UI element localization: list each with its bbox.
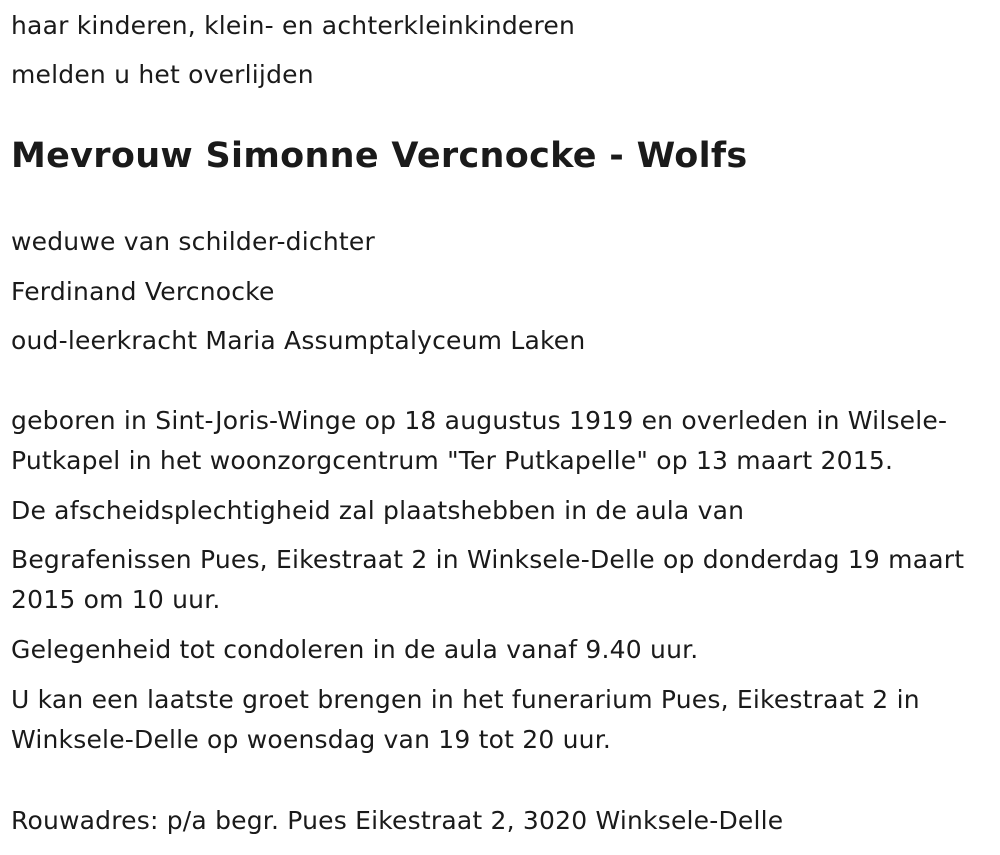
ceremony-line-intro: De afscheidsplechtigheid zal plaatshebben in de aula van xyxy=(11,496,745,525)
relation-line-spouse-name: Ferdinand Vercnocke xyxy=(11,277,275,306)
intro-line-announcement: melden u het overlijden xyxy=(11,60,314,89)
farewell-paragraph: U kan een laatste groet brengen in het funerarium Pues, Eikestraat 2 in Winksele-Delle op woensdag van 19 tot 20 uur. xyxy=(11,685,920,754)
relation-line-widow: weduwe van schilder-dichter xyxy=(11,227,375,256)
birth-death-paragraph: geboren in Sint-Joris-Winge op 18 augustus 1919 en overleden in Wilsele-Putkapel in het woonzorgcentrum "Ter Putkapelle" op 13 maart 2015. xyxy=(11,406,948,475)
deceased-name: Mevrouw Simonne Vercnocke - Wolfs xyxy=(11,136,748,176)
ceremony-paragraph: Begrafenissen Pues, Eikestraat 2 in Winksele-Delle op donderdag 19 maart 2015 om 10 uur. xyxy=(11,545,965,614)
profession-line: oud-leerkracht Maria Assumptalyceum Laken xyxy=(11,326,586,355)
condolence-line: Gelegenheid tot condoleren in de aula vanaf 9.40 uur. xyxy=(11,635,699,664)
mourning-address: Rouwadres: p/a begr. Pues Eikestraat 2, 3020 Winksele-Delle xyxy=(11,806,784,835)
intro-line-family: haar kinderen, klein- en achterkleinkinderen xyxy=(11,11,576,40)
